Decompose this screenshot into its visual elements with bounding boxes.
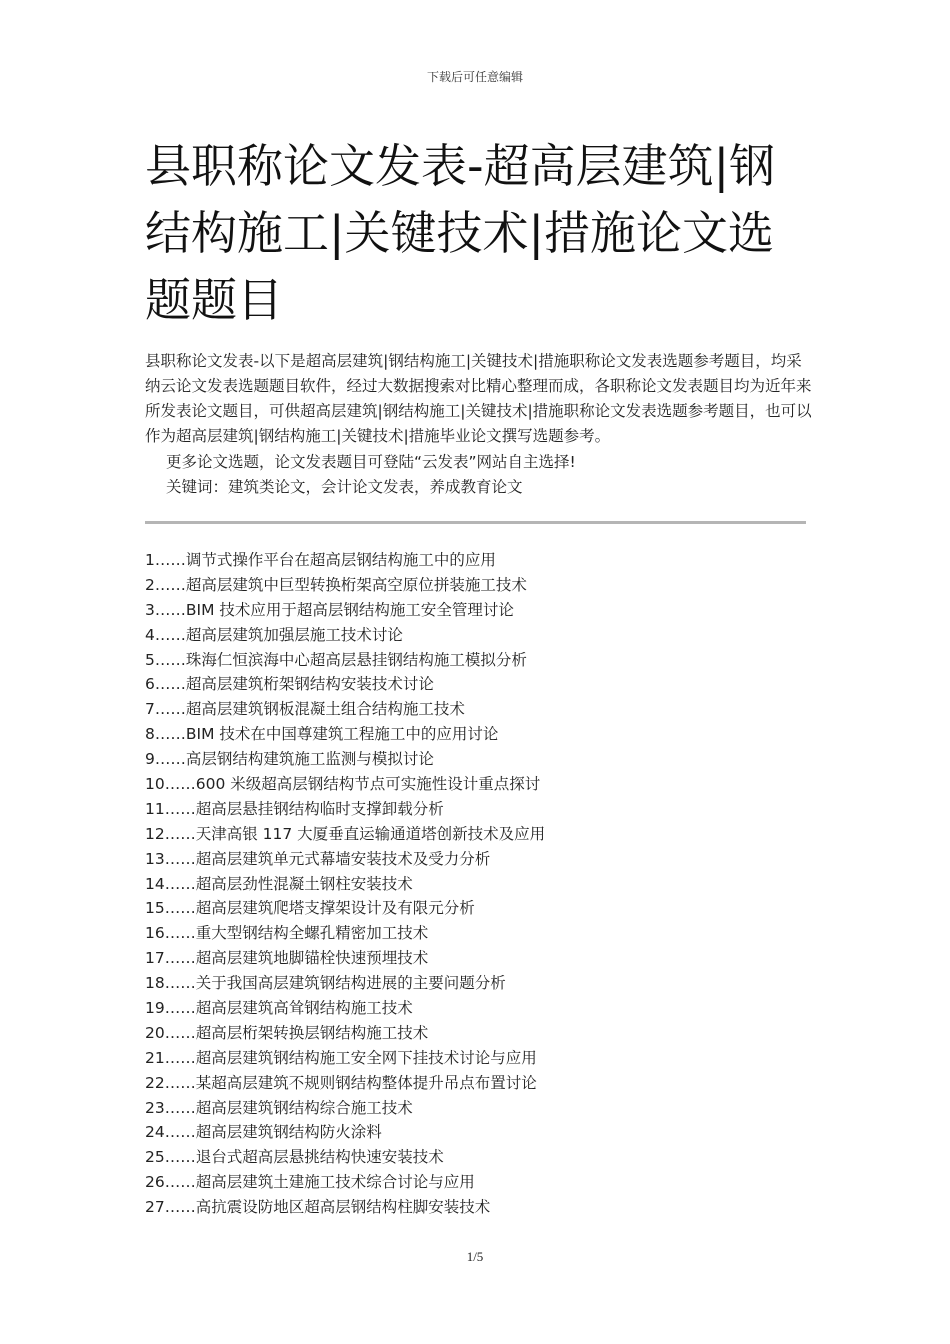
topic-item: 26……超高层建筑土建施工技术综合讨论与应用 [145,1173,475,1192]
topic-list [145,548,805,1220]
topic-item: 15……超高层建筑爬塔支撑架设计及有限元分析 [145,899,475,918]
more-topics-note: 更多论文选题，论文发表题目可登陆“云发表”网站自主选择! [166,453,576,471]
topic-item: 19……超高层建筑高耸钢结构施工技术 [145,999,413,1018]
topic-item: 4……超高层建筑加强层施工技术讨论 [145,625,403,644]
topic-item: 3……BIM 技术应用于超高层钢结构施工安全管理讨论 [145,600,514,619]
topic-item: 9……高层钢结构建筑施工监测与模拟讨论 [145,750,434,769]
section-divider [145,521,806,524]
topic-item: 6……超高层建筑桁架钢结构安装技术讨论 [145,675,434,694]
topic-item: 14……超高层劲性混凝土钢柱安装技术 [145,874,413,893]
topic-item: 7……超高层建筑钢板混凝土组合结构施工技术 [145,700,465,719]
topic-item: 27……高抗震设防地区超高层钢结构柱脚安装技术 [145,1198,491,1217]
page-header-note: 下载后可任意编辑 [426,70,523,84]
topic-item: 11……超高层悬挂钢结构临时支撑卸载分析 [145,799,444,818]
topic-item: 17……超高层建筑地脚锚栓快速预埋技术 [145,949,429,968]
topic-item: 13……超高层建筑单元式幕墙安装技术及受力分析 [145,849,491,868]
topic-item: 5……珠海仁恒滨海中心超高层悬挂钢结构施工模拟分析 [145,650,527,669]
topic-item: 1……调节式操作平台在超高层钢结构施工中的应用 [145,551,496,569]
topic-item: 8……BIM 技术在中国尊建筑工程施工中的应用讨论 [145,725,499,744]
page-number: 1/5 [466,1249,484,1264]
keywords-line: 关键词：建筑类论文，会计论文发表，养成教育论文 [166,478,523,496]
topic-item: 20……超高层桁架转换层钢结构施工技术 [145,1023,429,1042]
topic-item: 24……超高层建筑钢结构防火涂料 [145,1123,382,1142]
topic-item: 25……退台式超高层悬挑结构快速安装技术 [145,1148,444,1167]
topic-item: 18……关于我国高层建筑钢结构进展的主要问题分析 [145,974,506,993]
document-title: 县职称论文发表-超高层建筑|钢结构施工|关键技术|措施论文选题题目 [145,139,776,327]
topic-item: 23……超高层建筑钢结构综合施工技术 [145,1098,413,1117]
topic-item: 22……某超高层建筑不规则钢结构整体提升吊点布置讨论 [145,1073,537,1092]
topic-item: 21……超高层建筑钢结构施工安全网下挂技术讨论与应用 [145,1048,537,1067]
topic-item: 10……600 米级超高层钢结构节点可实施性设计重点探讨 [145,775,541,794]
topic-item: 16……重大型钢结构全螺孔精密加工技术 [145,924,429,943]
topic-item: 12……天津高银 117 大厦垂直运输通道塔创新技术及应用 [145,824,546,843]
intro-paragraph: 县职称论文发表-以下是超高层建筑|钢结构施工|关键技术|措施职称论文发表选题参考题目，均采纳云论文发表选题题目软件，经过大数据搜索对比精心整理而成，各职称论文发表题目均为近年来所发表论文题目，可供超高层建筑|钢结构施工|关键技术|措施职称论文发表选题参考题目，也可以作为超高层建筑|钢结构施工|关键技术|措施毕业论文撰写选题参考。 [145,352,812,445]
topic-item: 2……超高层建筑中巨型转换桁架高空原位拼装施工技术 [145,575,527,594]
